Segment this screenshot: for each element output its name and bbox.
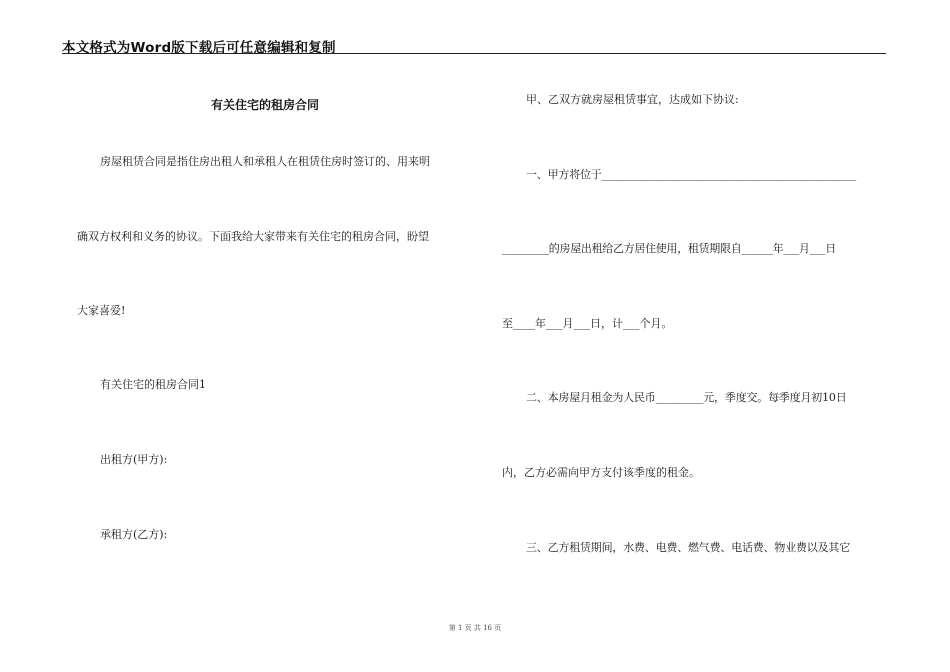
left-line-2: 确双方权利和义务的协议。下面我给大家带来有关住宅的租房合同，盼望 [77, 230, 429, 243]
right-line-1: 甲、乙双方就房屋租赁事宜，达成如下协议: [526, 93, 739, 106]
left-line-6: 承租方(乙方): [100, 528, 168, 541]
page-number: 第 1 页 共 16 页 [448, 624, 502, 632]
right-line-3: _________的房屋出租给乙方居住使用，租赁期限自______年___月___日 [502, 242, 836, 255]
document-title: 有关住宅的租房合同 [210, 98, 319, 112]
left-line-3: 大家喜爱! [77, 304, 126, 317]
document-header: 本文格式为Word版下载后可任意编辑和复制 [62, 40, 336, 56]
left-line-1: 房屋租赁合同是指住房出租人和承租人在租赁住房时签订的、用来明 [100, 155, 430, 168]
right-line-5: 二、本房屋月租金为人民币_________元，季度交。每季度月初10日 [526, 391, 847, 404]
right-line-7: 三、乙方租赁期间，水费、电费、燃气费、电话费、物业费以及其它 [526, 541, 850, 554]
right-line-2: 一、甲方将位于________________________________________________ [526, 168, 856, 181]
right-line-6: 内，乙方必需向甲方支付该季度的租金。 [502, 466, 700, 479]
left-line-4: 有关住宅的租房合同1 [100, 378, 206, 391]
header-divider [62, 53, 886, 54]
right-line-4: 至____年___月___日，计___个月。 [502, 317, 673, 330]
left-line-5: 出租方(甲方): [100, 453, 168, 466]
